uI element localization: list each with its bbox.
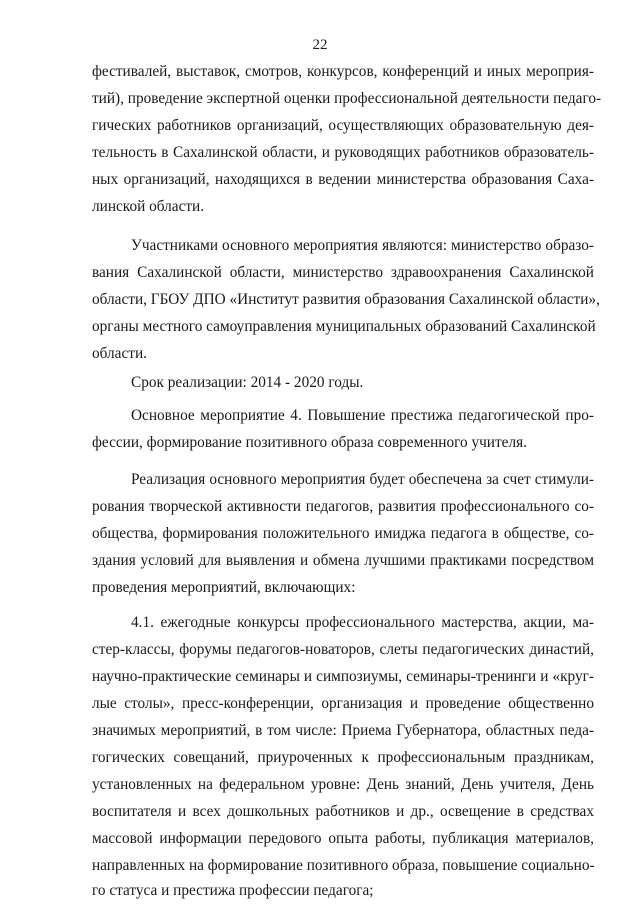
text-line: значимых мероприятий, в том числе: Приема Губернатора, областных педа- — [92, 722, 594, 739]
text-line: стер-классы, форумы педагогов-новаторов, слеты педагогических династий, — [92, 641, 594, 658]
text-line: массовой информации передового опыта работы, публикация материалов, — [92, 830, 594, 847]
text-line: Участниками основного мероприятия являются: министерство образо- — [131, 237, 594, 254]
text-line: научно-практические семинары и симпозиумы, семинары-тренинги и «круг- — [92, 668, 594, 685]
text-line: области, ГБОУ ДПО «Институт развития образования Сахалинской области», — [92, 291, 600, 308]
page-number: 22 — [312, 37, 328, 53]
text-line: воспитателя и всех дошкольных работников и др., освещение в средствах — [92, 803, 594, 820]
text-line: общества, формирования положительного имиджа педагога в обществе, со- — [92, 525, 594, 542]
text-line: фессии, формирование позитивного образа современного учителя. — [92, 434, 527, 451]
text-line: установленных на федеральном уровне: День знаний, День учителя, День — [92, 776, 594, 793]
text-line: линской области. — [92, 198, 205, 215]
text-line: органы местного самоуправления муниципальных образований Сахалинской — [92, 318, 596, 335]
text-line: здания условий для выявления и обмена лучшими практиками посредством — [92, 552, 594, 569]
text-line: Основное мероприятие 4. Повышение престижа педагогической про- — [131, 407, 594, 424]
text-line: го статуса и престижа профессии педагога; — [92, 882, 374, 899]
text-line: ных организаций, находящихся в ведении министерства образования Саха- — [92, 171, 594, 188]
text-line: гогических совещаний, приуроченных к профессиональным праздникам, — [92, 749, 594, 766]
text-line: Реализация основного мероприятия будет обеспечена за счет стимули- — [131, 471, 594, 488]
text-line: 4.1. ежегодные конкурсы профессионального мастерства, акции, ма- — [131, 614, 594, 631]
text-line: гических работников организаций, осуществляющих образовательную дея- — [92, 117, 594, 134]
text-line: тельность в Сахалинской области, и руководящих работников образователь- — [92, 144, 594, 161]
text-line: рования творческой активности педагогов, развития профессионального со- — [92, 498, 594, 515]
text-line: направленных на формирование позитивного образа, повышение социально- — [92, 857, 595, 874]
text-line: лые столы», пресс-конференции, организация и проведение общественно — [92, 695, 594, 712]
text-line: вания Сахалинской области, министерство здравоохранения Сахалинской — [92, 264, 594, 281]
text-line: области. — [92, 345, 147, 362]
text-line: проведения мероприятий, включающих: — [92, 579, 356, 596]
text-line: тий), проведение экспертной оценки профессиональной деятельности педаго- — [92, 90, 602, 107]
text-line: Срок реализации: 2014 - 2020 годы. — [131, 374, 364, 391]
text-line: фестивалей, выставок, смотров, конкурсов, конференций и иных мероприя- — [92, 63, 594, 80]
